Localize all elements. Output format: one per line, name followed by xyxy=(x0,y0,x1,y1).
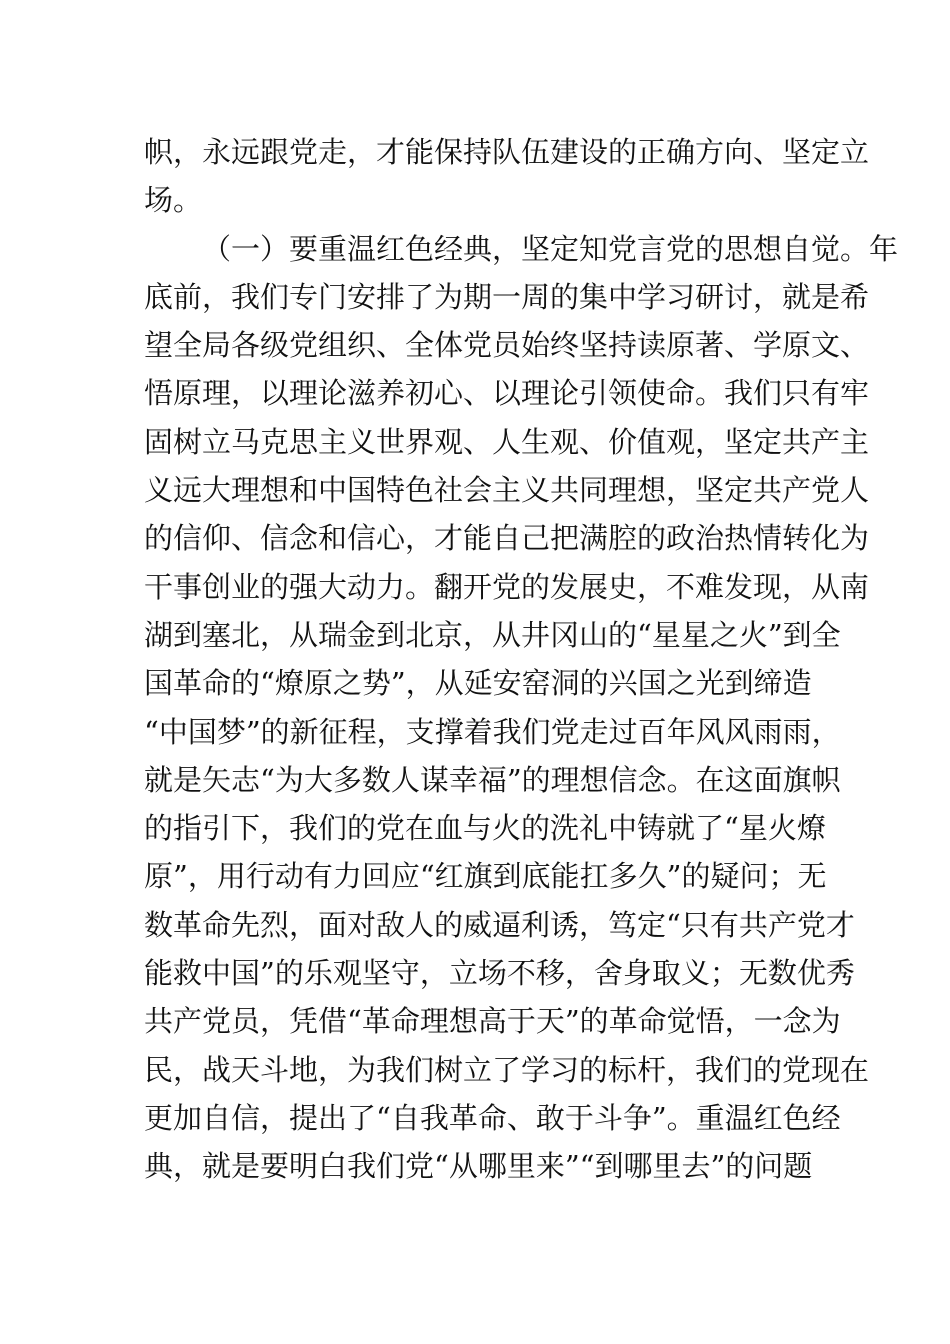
text-line: 的信仰、信念和信心，才能自己把满腔的政治热情转化为 xyxy=(144,521,870,556)
text-line: 国革命的“燎原之势”，从延安窑洞的兴国之光到缔造 xyxy=(144,666,812,701)
text-line: 能救中国”的乐观坚守，立场不移，舍身取义；无数优秀 xyxy=(144,956,855,991)
text-line: 固树立马克思主义世界观、人生观、价值观，坚定共产主 xyxy=(144,424,870,459)
text-line: 民，战天斗地，为我们树立了学习的标杆，我们的党现在 xyxy=(144,1052,870,1087)
text-line: 底前，我们专门安排了为期一周的集中学习研讨，就是希 xyxy=(144,279,870,314)
text-line: 帜，永远跟党走，才能保持队伍建设的正确方向、坚定立 xyxy=(144,135,870,169)
text-line: 场。 xyxy=(144,183,203,218)
body-text xyxy=(144,128,899,1191)
text-line: 更加自信，提出了“自我革命、敢于斗争”。重温红色经 xyxy=(144,1100,841,1135)
text-line: 义远大理想和中国特色社会主义共同理想，坚定共产党人 xyxy=(144,473,870,508)
text-line: “中国梦”的新征程，支撑着我们党走过百年风风雨雨， xyxy=(144,714,841,749)
text-line: 湖到塞北，从瑞金到北京，从井冈山的“星星之火”到全 xyxy=(144,617,841,652)
text-line: 悟原理，以理论滋养初心、以理论引领使命。我们只有牢 xyxy=(144,376,870,411)
text-line: （一）要重温红色经典，坚定知党言党的思想自觉。年 xyxy=(202,231,899,266)
text-line: 原”，用行动有力回应“红旗到底能扛多久”的疑问；无 xyxy=(144,859,827,894)
text-line: 数革命先烈，面对敌人的威逼利诱，笃定“只有共产党才 xyxy=(144,907,855,942)
text-line: 的指引下，我们的党在血与火的洗礼中铸就了“星火燎 xyxy=(144,811,826,846)
text-line: 望全局各级党组织、全体党员始终坚持读原著、学原文、 xyxy=(144,328,870,363)
text-line: 典，就是要明白我们党“从哪里来”“到哪里去”的问题 xyxy=(144,1149,813,1184)
text-line: 共产党员，凭借“革命理想高于天”的革命觉悟，一念为 xyxy=(144,1004,841,1039)
text-line: 干事创业的强大动力。翻开党的发展史，不难发现，从南 xyxy=(144,569,870,604)
text-line: 就是矢志“为大多数人谋幸福”的理想信念。在这面旗帜 xyxy=(144,762,841,797)
